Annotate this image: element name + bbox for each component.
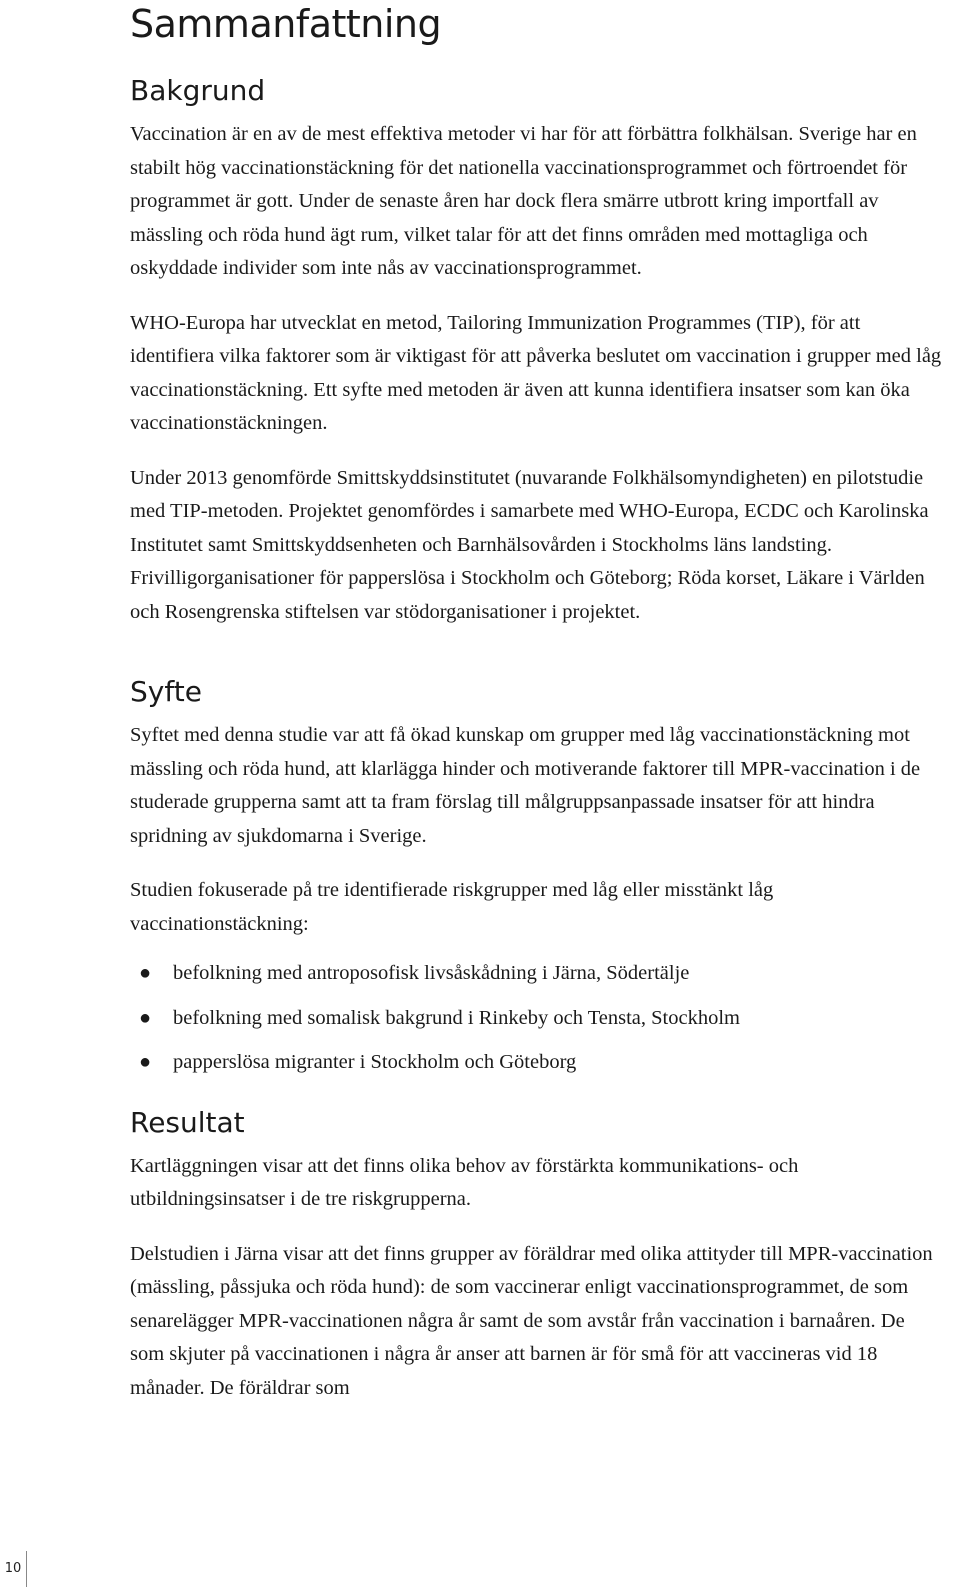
paragraph-resultat-2: Delstudien i Järna visar att det finns grupper av föräldrar med olika attityder till MPR-vaccination (mässling, påssjuka och röda hund): de som vaccinerar enligt vaccinationsprogrammet, de som senarelägger MPR-vaccinationen några år samt de som avstår från vaccination i barnaåren. De som skjuter på vaccinationen i några år anser att barnen är för små för att vaccineras vid 18 månader. De föräldrar som: [130, 1242, 933, 1399]
page-title: Sammanfattning: [130, 2, 442, 46]
document-page: [130, 0, 942, 1405]
paragraph-syfte-1: Syftet med denna studie var att få ökad kunskap om grupper med låg vaccinationstäckning mot mässling och röda hund, att klarlägga hinder och motiverande faktorer till MPR-vaccination i de studerade grupperna samt att ta fram förslag till målgruppsanpassade insatser för att hindra spridning av sjukdomarna i Sverige.: [130, 724, 921, 847]
risk-group-list: [130, 957, 942, 1080]
heading-resultat: Resultat: [130, 1105, 245, 1139]
heading-syfte: Syfte: [130, 675, 202, 708]
list-item-text: befolkning med antroposofisk livsåskådning i Järna, Södertälje: [173, 962, 690, 984]
list-item: [130, 957, 942, 991]
list-item-text: papperslösa migranter i Stockholm och Göteborg: [173, 1051, 577, 1073]
paragraph-bakgrund-1: Vaccination är en av de mest effektiva metoder vi har för att förbättra folkhälsan. Sverige har en stabilt hög vaccinationstäckning för det nationella vaccinationsprogrammet och förtroendet för programmet är gott. Under de senaste åren har dock flera smärre utbrott kring importfall av mässling och röda hund ägt rum, vilket talar för att det finns områden med mottagliga och oskyddade individer som inte nås av vaccinationsprogrammet.: [130, 123, 917, 279]
paragraph-bakgrund-2: WHO-Europa har utvecklat en metod, Tailoring Immunization Programmes (TIP), för att identifiera vilka faktorer som är viktigast för att påverka beslutet om vaccination i grupper med låg vaccinationstäckning. Ett syfte med metoden är även att kunna identifiera insatser som kan öka vaccinationstäckningen.: [130, 311, 942, 434]
bullet-icon: ●: [139, 962, 152, 984]
list-item: [130, 1046, 942, 1080]
paragraph-resultat-1: Kartläggningen visar att det finns olika behov av förstärkta kommunikations- och utbildningsinsatser i de tre riskgrupperna.: [130, 1154, 799, 1210]
page-number: 10: [0, 1551, 27, 1587]
list-item: [130, 1002, 942, 1036]
heading-bakgrund: Bakgrund: [130, 74, 266, 107]
bullet-icon: ●: [139, 1051, 152, 1073]
paragraph-syfte-2: Studien fokuserade på tre identifierade riskgrupper med låg eller misstänkt låg vaccinationstäckning:: [130, 879, 774, 935]
paragraph-bakgrund-3: Under 2013 genomförde Smittskyddsinstitutet (nuvarande Folkhälsomyndigheten) en pilotstudie med TIP-metoden. Projektet genomfördes i samarbete med WHO-Europa, ECDC och Karolinska Institutet samt Smittskyddsenheten och Barnhälsovården i Stockholms läns landsting. Frivilligorganisationer för papperslösa i Stockholm och Göteborg; Röda korset, Läkare i Världen och Rosengrenska stiftelsen var stödorganisationer i projektet.: [130, 466, 929, 623]
bullet-icon: ●: [139, 1006, 152, 1029]
list-item-text: befolkning med somalisk bakgrund i Rinkeby och Tensta, Stockholm: [173, 1006, 740, 1029]
